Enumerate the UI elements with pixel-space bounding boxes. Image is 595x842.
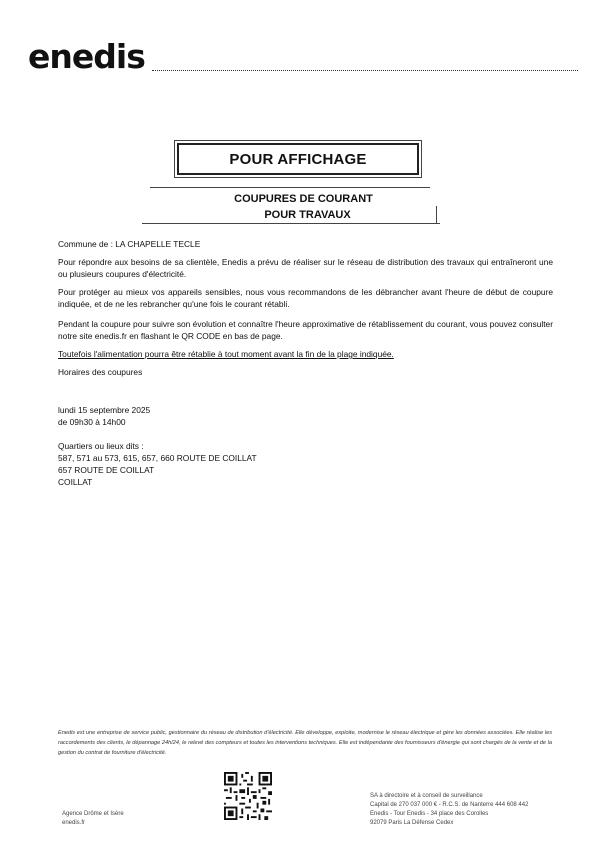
subtitle-rule-tick xyxy=(436,206,437,223)
agency-block xyxy=(62,810,124,828)
protection-paragraph: Pour protéger au mieux vos appareils sensibles, nous vous recommandons de les débrancher avant l'heure de début de coupure indiquée, et de ne les rebrancher qu'une fois le courant rétabli. xyxy=(58,287,553,309)
company-info-block xyxy=(370,792,528,828)
legal-notice: Enedis est une entreprise de service public, gestionnaire du réseau de distribution d'électricité. Elle développe, exploite, modernise le réseau électrique et gère les données associées. Elle réalise les raccordements des clients, le dépannage 24h/24, le relevé des compteurs et toutes les interventions techniques. Elle est indépendante des fournisseurs d'énergie qui sont chargés de la vente et de la gestion du contrat de fourniture d'électricité. xyxy=(58,730,552,756)
enedis-logo: enedis xyxy=(28,37,145,76)
company-address: Enedis - Tour Enedis - 34 place des Corolles xyxy=(370,811,489,817)
notice-title-box xyxy=(177,143,419,175)
company-legal-form: SA à directoire et à conseil de surveillance xyxy=(370,793,483,799)
warning-line: Toutefois l'alimentation pourra être rétablie à tout moment avant la fin de la plage indiquée. xyxy=(58,349,394,359)
district-item: 587, 571 au 573, 615, 657, 660 ROUTE DE COILLAT xyxy=(58,453,257,463)
schedule-label: Horaires des coupures xyxy=(58,367,143,377)
subtitle-line-2: POUR TRAVAUX xyxy=(264,209,351,221)
subtitle-rule-bottom xyxy=(142,223,440,224)
notice-title: POUR AFFICHAGE xyxy=(229,150,367,168)
district-item: COILLAT xyxy=(58,477,93,487)
agency-website[interactable]: enedis.fr xyxy=(62,820,86,826)
company-capital: Capital de 270 037 000 € - R.C.S. de Nanterre 444 608 442 xyxy=(370,802,529,808)
company-city: 92079 Paris La Défense Cedex xyxy=(370,820,454,826)
agency-name: Agence Drôme et Isère xyxy=(62,811,124,817)
tracking-paragraph: Pendant la coupure pour suivre son évolution et connaître l'heure approximative de rétablissement du courant, vous pouvez consulter notre site enedis.fr en flashant le QR CODE en bas de page. xyxy=(58,319,553,341)
intro-paragraph: Pour répondre aux besoins de sa clientèle, Enedis a prévu de réaliser sur le réseau de distribution des travaux qui entraîneront une ou plusieurs coupures d'électricité. xyxy=(58,257,553,279)
header-divider xyxy=(152,70,578,71)
outage-time: de 09h30 à 14h00 xyxy=(58,417,126,427)
district-item: 657 ROUTE DE COILLAT xyxy=(58,465,155,475)
subtitle-rule-top xyxy=(150,187,430,188)
outage-date: lundi 15 septembre 2025 xyxy=(58,405,151,415)
qr-code-icon[interactable] xyxy=(224,772,272,820)
districts-label: Quartiers ou lieux dits : xyxy=(58,441,144,451)
commune-line: Commune de : LA CHAPELLE TECLE xyxy=(58,239,201,249)
subtitle-line-1: COUPURES DE COURANT xyxy=(234,193,373,205)
